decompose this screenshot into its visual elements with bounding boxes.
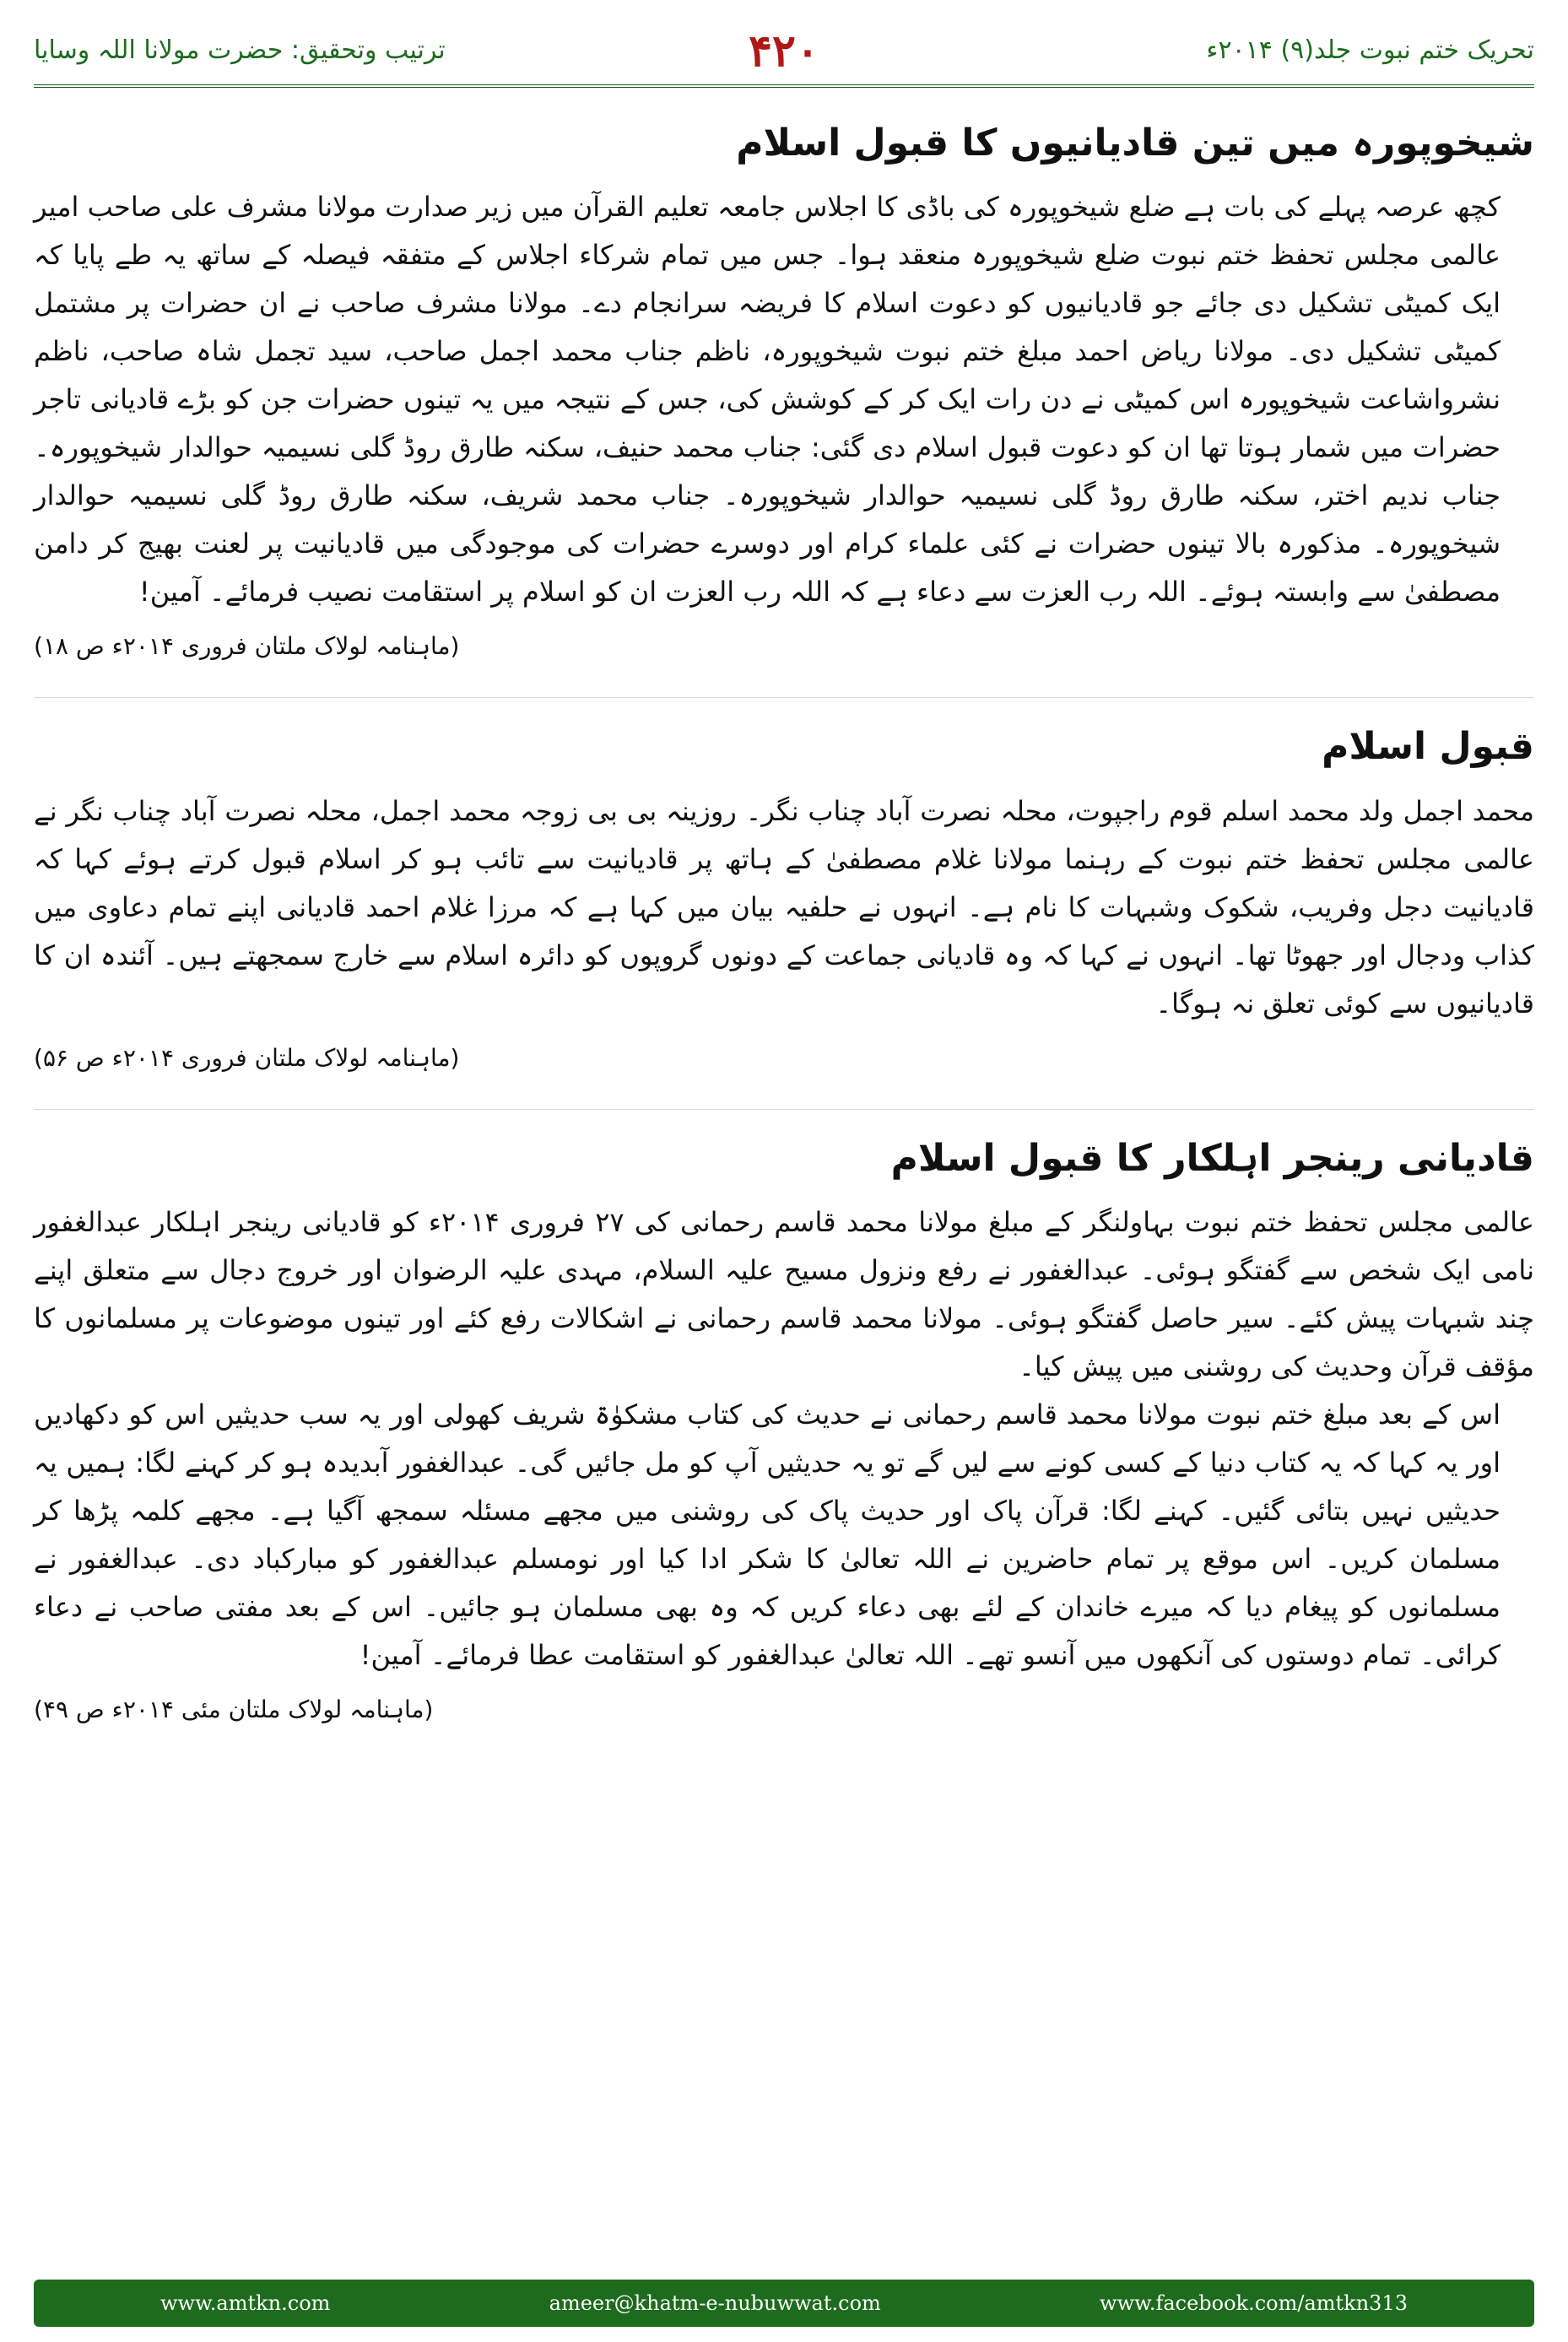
page-header	[34, 25, 1534, 88]
page-number: ۴۲۰	[749, 25, 819, 77]
header-compiler: ترتیب وتحقیق: حضرت مولانا اللہ وسایا	[34, 35, 446, 65]
section-ranger	[34, 1133, 1534, 1728]
section-title: قادیانی رینجر اہلکار کا قبول اسلام	[890, 1136, 1534, 1180]
divider	[34, 697, 1534, 698]
section-title: قبول اسلام	[1322, 725, 1534, 769]
section-sheikhupura	[34, 118, 1534, 665]
facebook-link[interactable]: www.facebook.com/amtkn313	[1100, 2291, 1408, 2315]
section-paragraph: کچھ عرصہ پہلے کی بات ہے ضلع شیخوپورہ کی باڈی کا اجلاس جامعہ تعلیم القرآن میں زیر صدارت مولانا مشرف علی صاحب امیر عالمی مجلس تحفظ ختم نبوت ضلع شیخوپورہ منعقد ہوا۔ جس میں تمام شرکاء اجلاس کے متفقہ فیصلہ کے ساتھ یہ طے پایا کہ ایک کمیٹی تشکیل دی جائے جو قادیانیوں کو دعوت اسلام کا فریضہ سرانجام دے۔ مولانا مشرف صاحب نے ان حضرات پر مشتمل کمیٹی تشکیل دی۔ مولانا ریاض احمد مبلغ ختم نبوت شیخوپورہ، ناظم جناب محمد اجمل صاحب، سید تجمل شاہ صاحب، ناظم نشرواشاعت شیخوپورہ اس کمیٹی نے دن رات ایک کر کے کوشش کی، جس کے نتیجہ میں یہ تینوں حضرات جن کو بڑے قادیانی تاجر حضرات میں شمار ہوتا تھا ان کو دعوت قبول اسلام دی گئی: جناب محمد حنیف، سکنہ طارق روڈ گلی نسیمیہ حوالدار شیخوپورہ۔ جناب ندیم اختر، سکنہ طارق روڈ گلی نسیمیہ حوالدار شیخوپورہ۔ جناب محمد شریف، سکنہ طارق روڈ گلی نسیمیہ حوالدار شیخوپورہ۔ مذکورہ بالا تینوں حضرات نے کئی علماء کرام اور دوسرے حضرات کی موجودگی میں قادیانیت پر لعنت بھیج کر دامن مصطفیٰ سے وابستہ ہوئے۔ اللہ رب العزت سے دعاء ہے کہ اللہ رب العزت ان کو اسلام پر استقامت نصیب فرمائے۔ آمین!	[34, 191, 1501, 608]
header-book-title: تحریک ختم نبوت جلد(۹) ۲۰۱۴ء	[1206, 35, 1534, 65]
section-qubool-islam	[34, 722, 1534, 1076]
section-paragraph: عالمی مجلس تحفظ ختم نبوت بہاولنگر کے مبلغ مولانا محمد قاسم رحمانی کی ۲۷ فروری ۲۰۱۴ء کو قادیانی رینجر اہلکار عبدالغفور نامی ایک شخص سے گفتگو ہوئی۔ عبدالغفور نے رفع ونزول مسیح علیہ السلام، مہدی علیہ الرضوان اور خروج دجال سے متعلق اپنے چند شبہات پیش کئے۔ سیر حاصل گفتگو ہوئی۔ مولانا محمد قاسم رحمانی نے اشکالات رفع کئے اور تینوں موضوعات پر مسلمانوں کا مؤقف قرآن وحدیث کی روشنی میں پیش کیا۔	[34, 1206, 1535, 1383]
source-reference: (ماہنامہ لولاک ملتان فروری ۲۰۱۴ء ص ۵۶)	[34, 1043, 460, 1072]
divider	[34, 1109, 1534, 1110]
email-link[interactable]: ameer@khatm-e-nubuwwat.com	[549, 2291, 881, 2315]
section-paragraph: اس کے بعد مبلغ ختم نبوت مولانا محمد قاسم رحمانی نے حدیث کی کتاب مشکوٰۃ شریف کھولی اور یہ سب حدیثیں اس کو دکھادیں اور یہ کہا کہ یہ کتاب دنیا کے کسی کونے سے لیں گے تو یہ حدیثیں آپ کو مل جائیں گی۔ عبدالغفور آبدیدہ ہو کر کہنے لگا: ہمیں یہ حدیثیں نہیں بتائی گئیں۔ کہنے لگا: قرآن پاک اور حدیث پاک کی روشنی میں مجھے مسئلہ سمجھ آگیا ہے۔ مجھے کلمہ پڑھا کر مسلمان کریں۔ اس موقع پر تمام حاضرین نے اللہ تعالیٰ کا شکر ادا کیا اور نومسلم عبدالغفور کو مبارکباد دی۔ عبدالغفور نے مسلمانوں کو پیغام دیا کہ میرے خاندان کے لئے بھی دعاء کریں کہ وہ بھی مسلمان ہو جائیں۔ اس کے بعد مفتی صاحب نے دعاء کرائی۔ تمام دوستوں کی آنکھوں میں آنسو تھے۔ اللہ تعالیٰ عبدالغفور کو استقامت عطا فرمائے۔ آمین!	[34, 1398, 1501, 1672]
source-reference: (ماہنامہ لولاک ملتان مئی ۲۰۱۴ء ص ۴۹)	[34, 1696, 434, 1724]
source-reference: (ماہنامہ لولاک ملتان فروری ۲۰۱۴ء ص ۱۸)	[34, 632, 460, 661]
article-body	[34, 118, 1534, 1761]
section-paragraph: محمد اجمل ولد محمد اسلم قوم راجپوت، محلہ نصرت آباد چناب نگر۔ روزینہ بی بی زوجہ محمد اجمل، محلہ نصرت آباد چناب نگر نے عالمی مجلس تحفظ ختم نبوت کے رہنما مولانا غلام مصطفیٰ کے ہاتھ پر قادیانیت سے تائب ہو کر اسلام قبول کرتے ہوئے کہا کہ قادیانیت دجل وفریب، شکوک وشبہات کا نام ہے۔ انہوں نے حلفیہ بیان میں کہا ہے کہ مرزا غلام احمد قادیانی اپنے تمام دعاوی میں کذاب ودجال اور جھوٹا تھا۔ انہوں نے کہا کہ وہ قادیانی جماعت کے دونوں گروپوں کو دائرہ اسلام سے خارج سمجھتے ہیں۔ آئندہ ان کا قادیانیوں سے کوئی تعلق نہ ہوگا۔	[34, 794, 1535, 1020]
page-footer	[34, 2280, 1534, 2327]
website-link[interactable]: www.amtkn.com	[160, 2291, 331, 2315]
section-title: شیخوپورہ میں تین قادیانیوں کا قبول اسلام	[736, 122, 1534, 165]
